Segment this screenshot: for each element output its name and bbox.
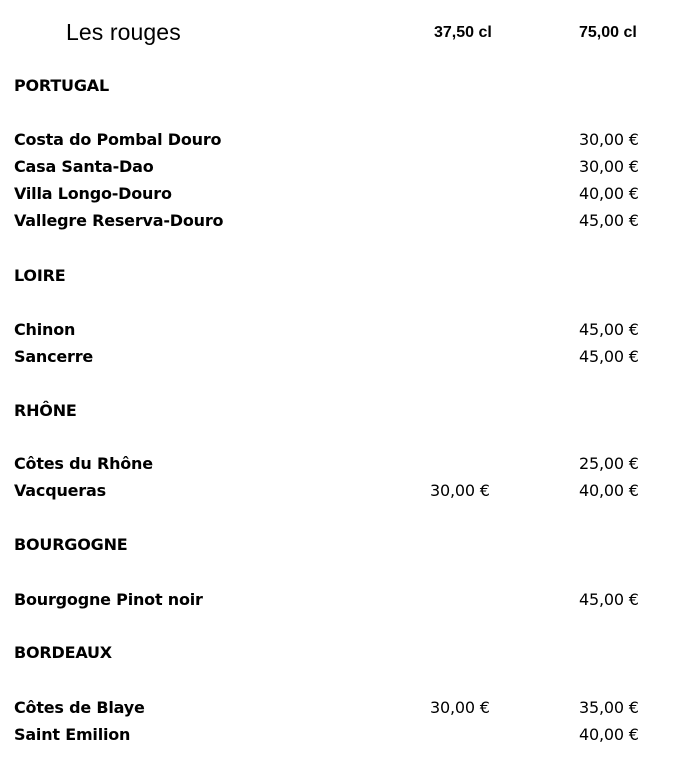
wine-row (0, 320, 700, 344)
price-75-cl: 40,00 € (579, 184, 639, 203)
section-label: LOIRE (14, 266, 66, 285)
column-header-75-cl: 75,00 cl (579, 24, 637, 41)
price-75-cl: 40,00 € (579, 725, 639, 744)
wine-row (0, 454, 700, 478)
section-label: PORTUGAL (14, 76, 109, 95)
wine-name: Sancerre (14, 347, 94, 366)
wine-name: Chinon (14, 320, 76, 339)
wine-name: Vallegre Reserva-Douro (14, 211, 224, 230)
wine-name: Saint Emilion (14, 725, 131, 744)
wine-row (0, 130, 700, 154)
price-75-cl: 30,00 € (579, 157, 639, 176)
wine-row (0, 481, 700, 505)
section-heading-bordeaux (0, 643, 700, 667)
wine-row (0, 157, 700, 181)
price-75-cl: 25,00 € (579, 454, 639, 473)
wine-name: Bourgogne Pinot noir (14, 590, 203, 609)
section-label: BOURGOGNE (14, 535, 128, 554)
price-75-cl: 30,00 € (579, 130, 639, 149)
section-label: BORDEAUX (14, 643, 112, 662)
price-75-cl: 40,00 € (579, 481, 639, 500)
wine-name: Vacqueras (14, 481, 106, 500)
price-75-cl: 35,00 € (579, 698, 639, 717)
wine-name: Côtes de Blaye (14, 698, 145, 717)
price-75-cl: 45,00 € (579, 320, 639, 339)
price-75-cl: 45,00 € (579, 347, 639, 366)
wine-name: Costa do Pombal Douro (14, 130, 222, 149)
wine-row (0, 211, 700, 235)
price-37-50-cl: 30,00 € (430, 698, 490, 717)
wine-row (0, 590, 700, 614)
price-37-50-cl: 30,00 € (430, 481, 490, 500)
section-label: RHÔNE (14, 401, 77, 420)
wine-row (0, 698, 700, 722)
wine-row (0, 184, 700, 208)
column-header-37-50-cl: 37,50 cl (434, 24, 492, 41)
wine-name: Casa Santa-Dao (14, 157, 154, 176)
section-heading-portugal (0, 76, 700, 100)
section-heading-loire (0, 266, 700, 290)
page-title: Les rouges (66, 19, 181, 45)
wine-row (0, 347, 700, 371)
wine-row (0, 725, 700, 749)
section-heading-bourgogne (0, 535, 700, 559)
price-75-cl: 45,00 € (579, 590, 639, 609)
section-heading-rhone (0, 401, 700, 425)
price-75-cl: 45,00 € (579, 211, 639, 230)
wine-name: Villa Longo-Douro (14, 184, 172, 203)
wine-name: Côtes du Rhône (14, 454, 153, 473)
